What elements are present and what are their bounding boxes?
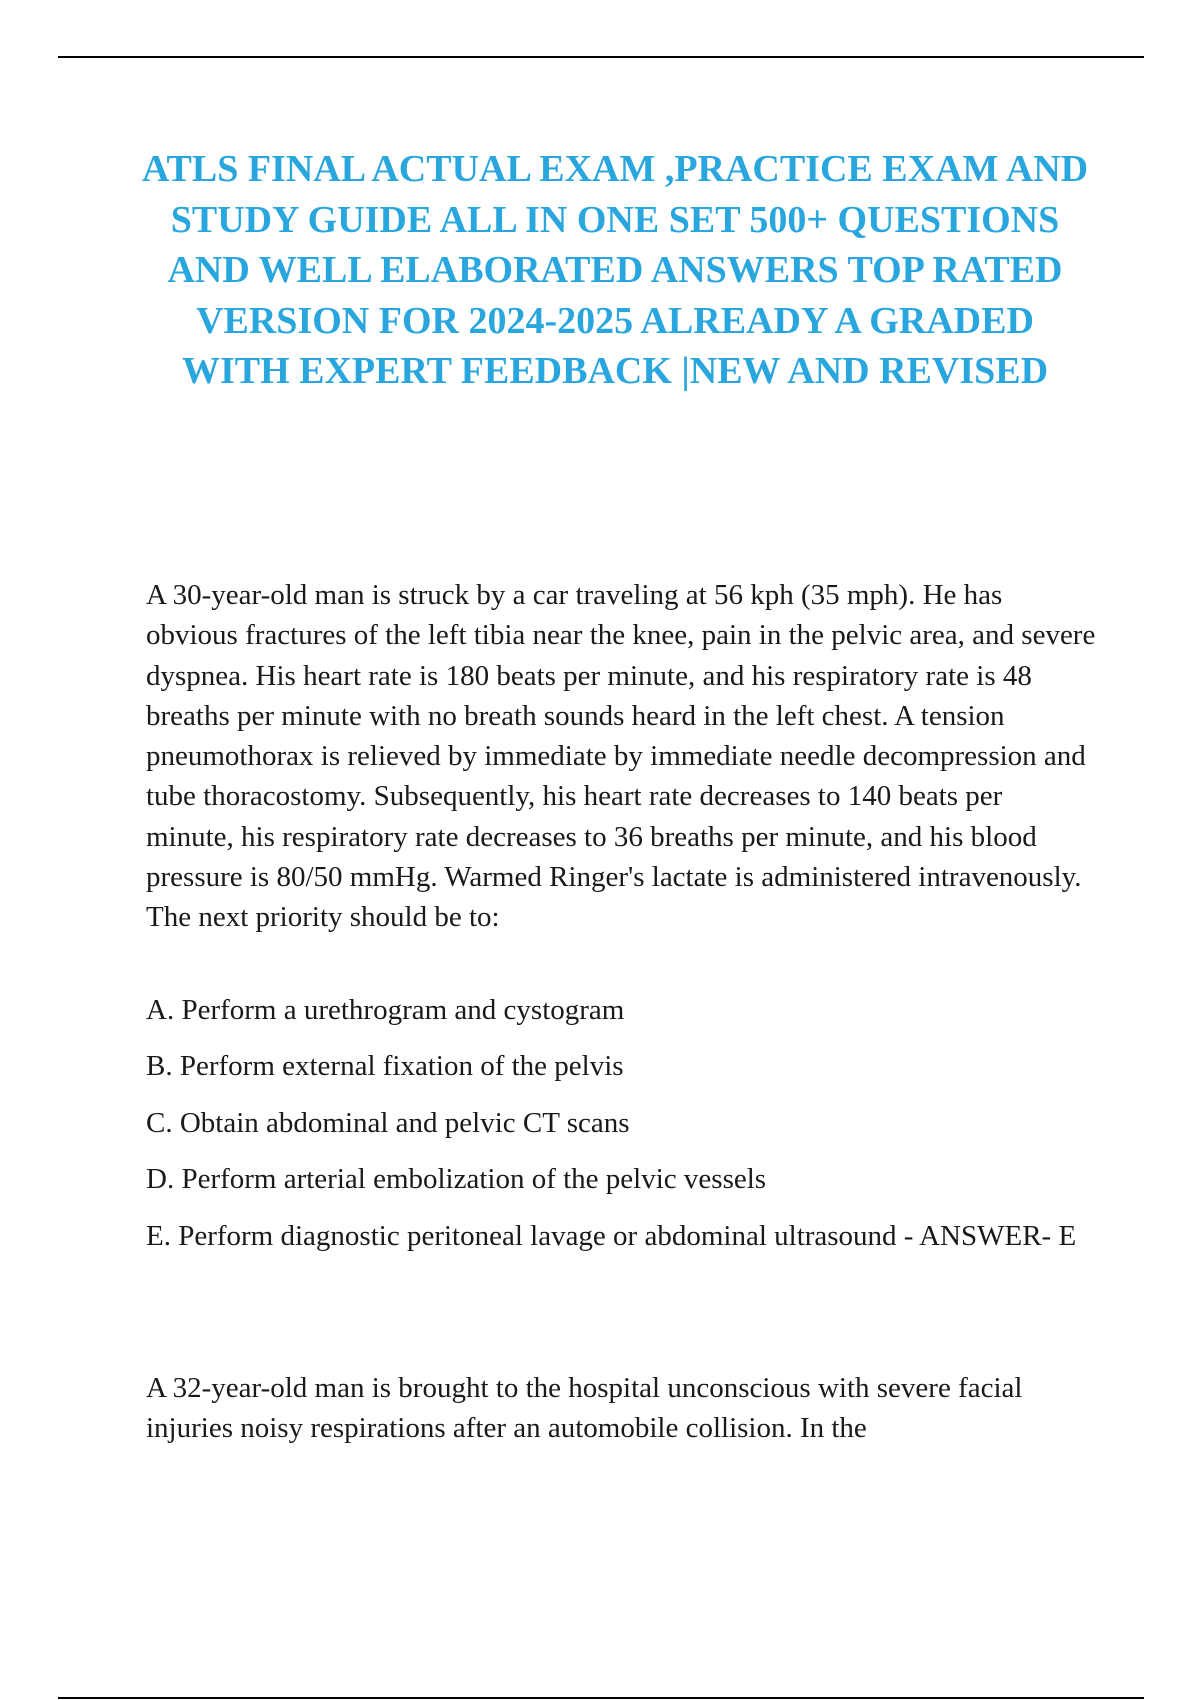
document-title: ATLS FINAL ACTUAL EXAM ,PRACTICE EXAM AND STUDY GUIDE ALL IN ONE SET 500+ QUESTIONS AND WELL ELABORATED ANSWERS TOP RATED VERSION FOR 2024-2025 ALREADY A GRADED WITH EXPERT FEEDBACK |NEW AND REVISED <box>141 148 1089 392</box>
question-1-option-e: E. Perform diagnostic peritoneal lavage or abdominal ultrasound - ANSWER- E <box>146 1220 1077 1252</box>
question-1-option-a: A. Perform a urethrogram and cystogram <box>146 994 625 1026</box>
bottom-rule <box>58 1697 1144 1699</box>
question-1-text: A 30-year-old man is struck by a car traveling at 56 kph (35 mph). He has obvious fractures of the left tibia near the knee, pain in the pelvic area, and severe dyspnea. His heart rate is 180 beats per minute, and his respiratory rate is 48 breaths per minute with no breath sounds heard in the left chest. A tension pneumothorax is relieved by immediate by immediate needle decompression and tube thoracostomy. Subsequently, his heart rate decreases to 140 beats per minute, his respiratory rate decreases to 36 breaths per minute, and his blood pressure is 80/50 mmHg. Warmed Ringer's lactate is administered intravenously. The next priority should be to: <box>146 579 1096 934</box>
question-2-text: A 32-year-old man is brought to the hospital unconscious with severe facial injuries noisy respirations after an automobile collision. In the <box>146 1372 1023 1445</box>
question-1-option-c: C. Obtain abdominal and pelvic CT scans <box>146 1107 630 1139</box>
question-1-option-b: B. Perform external fixation of the pelvis <box>146 1050 624 1082</box>
top-rule <box>58 56 1144 58</box>
question-1-option-d: D. Perform arterial embolization of the pelvic vessels <box>146 1163 767 1195</box>
